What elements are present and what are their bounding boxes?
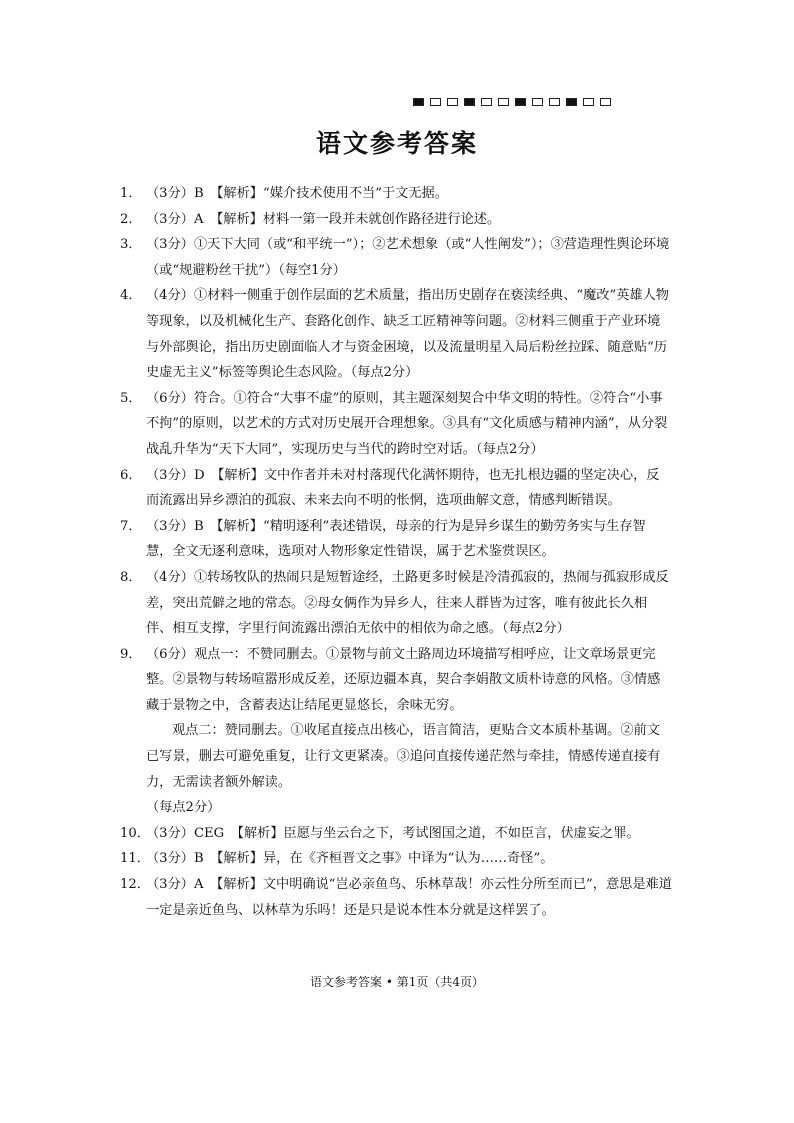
answer-item <box>120 232 672 283</box>
answer-text: （3分）A 【解析】材料一第一段并未就创作路径进行论述。 <box>146 211 501 227</box>
empty-square-mark <box>600 98 611 106</box>
answer-item <box>120 565 672 642</box>
answer-text: （3分）A 【解析】文中明确说“岂必亲鱼鸟、乐林草哉！亦云性分所至而已”，意思是难道一定是亲近鱼鸟、以林草为乐吗！还是只是说本性本分就是这样罢了。 <box>146 877 672 918</box>
answer-item <box>120 181 672 207</box>
page-footer: 语文参考答案 • 第1页（共4页） <box>310 975 484 989</box>
answer-item <box>120 283 672 385</box>
answer-text: （3分）CEG 【解析】臣愿与坐云台之下，考试图国之道，不如臣言，伏虚妄之罪。 <box>146 825 640 841</box>
answer-number: 3． <box>120 237 142 253</box>
answer-item <box>120 846 672 872</box>
empty-square-mark <box>447 98 458 106</box>
answer-item <box>120 821 672 847</box>
answer-item <box>120 386 672 463</box>
answer-item <box>120 207 672 233</box>
answer-text: （3分）①天下大同（或“和平统一”）；②艺术想象（或“人性阐发”）；③营造理性舆论环境（或“规避粉丝干扰”）（每空1分） <box>146 237 670 278</box>
answer-number: 10． <box>120 825 150 841</box>
answer-number: 12． <box>120 877 150 893</box>
answer-number: 1． <box>120 186 142 201</box>
answer-text: （4分）①材料一侧重于创作层面的艺术质量，指出历史剧存在亵渎经典、“魔改”英雄人物等现象，以及机械化生产、套路化创作、缺乏工匠精神等问题。②材料三侧重于产业环境与外部舆论，指出历史剧面临人才与资金困境，以及流量明星入局后粉丝拉踩、随意贴“历史虚无主义”标签等舆论生态风险。（每点2分） <box>146 288 669 381</box>
answer-text: （3分）D 【解析】文中作者并未对村落现代化满怀期待，也无扎根边疆的坚定决心，反而流露出异乡漂泊的孤寂、未来去向不明的怅惘，选项曲解文意，情感判断错误。 <box>146 467 660 509</box>
answer-text: （6分）观点一：不赞同删去。①景物与前文土路周边环境描写相呼应，让文章场景更完整。②景物与转场喧嚣形成反差，还原边疆本真，契合李娟散文质朴诗意的风格。③情感藏于景物之中，含蓄表达让结尾更显悠长，余味无穷。 <box>146 646 661 713</box>
answer-text: （3分）B 【解析】“精明逐利”表述错误，母亲的行为是异乡谋生的勤劳务实与生存智慧，全文无逐利意味，选项对人物形象定性错误，属于艺术鉴赏误区。 <box>146 518 646 560</box>
answer-number: 9． <box>120 646 142 662</box>
empty-square-mark <box>498 98 509 106</box>
empty-square-mark <box>583 98 594 106</box>
filled-square-mark <box>413 98 424 106</box>
answer-number: 2． <box>120 211 142 227</box>
empty-square-mark <box>481 98 492 106</box>
filled-square-mark <box>566 98 577 106</box>
answer-item <box>120 872 672 923</box>
answer-text: （3分）B 【解析】异，在《齐桓晋文之事》中译为“认为……奇怪”。 <box>146 851 554 867</box>
empty-square-mark <box>532 98 543 106</box>
answer-number: 11． <box>120 851 150 867</box>
answer-number: 7． <box>120 518 142 534</box>
answer-number: 6． <box>120 467 142 483</box>
answer-item <box>120 514 672 565</box>
page-title: 语文参考答案 <box>315 129 478 158</box>
answer-text: （4分）①转场牧队的热闹只是短暂途经，土路更多时候是冷清孤寂的，热闹与孤寂形成反差，突出荒僻之地的常态。②母女俩作为异乡人，往来人群皆为过客，唯有彼此长久相伴、相互支撑，字里行间流露出漂泊无依中的相依为命之感。（每点2分） <box>146 569 669 637</box>
filled-square-mark <box>515 98 526 106</box>
filled-square-mark <box>464 98 475 106</box>
answer-number: 5． <box>120 390 142 406</box>
answer-number: 8． <box>120 569 142 585</box>
answer-text: （3分）B 【解析】“媒介技术使用不当”于文无据。 <box>146 186 448 201</box>
answer-number: 4． <box>120 288 142 304</box>
answer-paragraph: 观点二：赞同删去。①收尾直接点出核心，语言简洁，更贴合文本质朴基调。②前文已写景，删去可避免重复，让行文更紧凑。③追问直接传递茫然与牵挂，情感传递直接有力，无需读者额外解读。 <box>146 723 661 790</box>
header-marks <box>413 98 611 106</box>
empty-square-mark <box>549 98 560 106</box>
answer-list <box>120 181 672 923</box>
empty-square-mark <box>430 98 441 106</box>
answer-score-note: （每点2分） <box>146 800 221 816</box>
answer-text: （6分）符合。①符合“大事不虚”的原则，其主题深刻契合中华文明的特性。②符合“小事不拘”的原则，以艺术的方式对历史展开合理想象。③具有“文化质感与精神内涵”，从分裂战乱升华为“天下大同”，实现历史与当代的跨时空对话。（每点2分） <box>146 390 668 457</box>
answer-item <box>120 642 672 821</box>
answer-item <box>120 463 672 514</box>
